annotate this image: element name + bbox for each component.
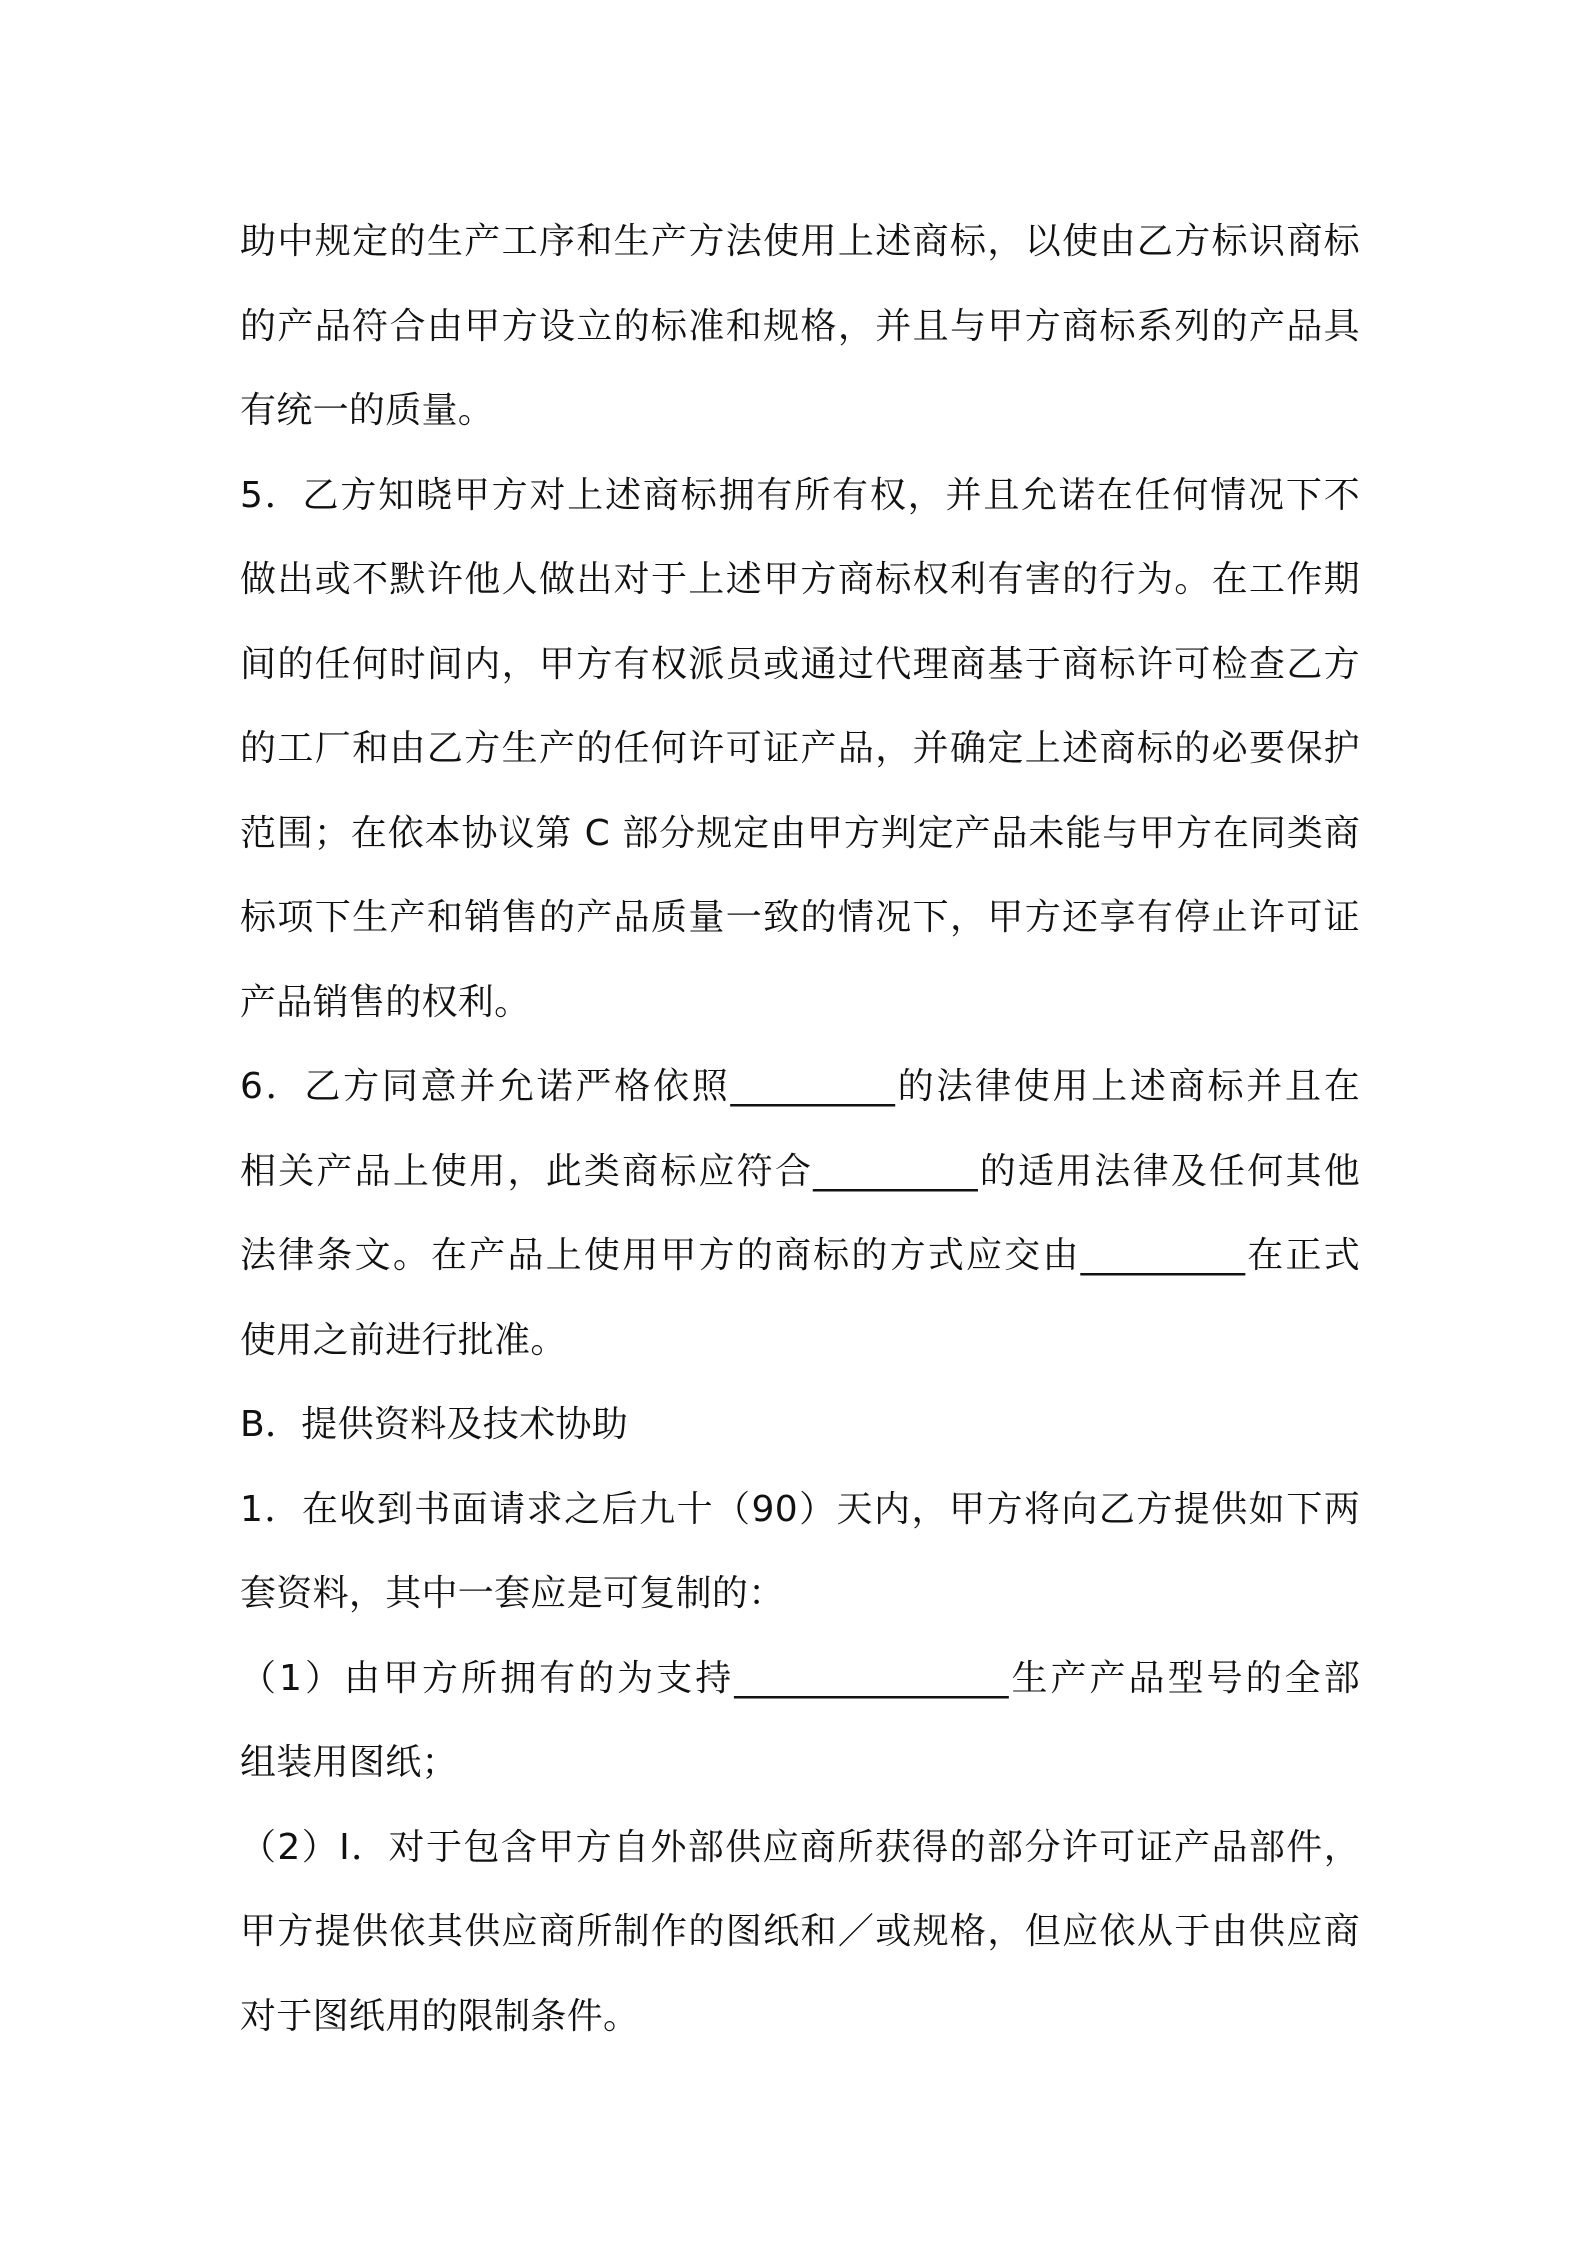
text-line: 间的任何时间内，甲方有权派员或通过代理商基于商标许可检查乙方 [240,643,1360,685]
text-line: 对于图纸用的限制条件。 [240,1995,640,2037]
text-line: 套资料，其中一套应是可复制的： [240,1573,785,1614]
text-line: 范围；在依本协议第 C 部分规定由甲方判定产品未能与甲方在同类商 [240,812,1360,854]
text-line: 助中规定的生产工序和生产方法使用上述商标，以使由乙方标识商标 [240,221,1360,262]
text-line: 产品销售的权利。 [240,981,531,1023]
text-line: 相关产品上使用，此类商标应符合_________的适用法律及任何其他 [240,1150,1360,1192]
document-body [240,200,1360,2059]
text-line: 的产品符合由甲方设立的标准和规格，并且与甲方商标系列的产品具 [240,305,1360,347]
text-line: 使用之前进行批准。 [240,1319,567,1361]
text-line: 组装用图纸； [240,1742,458,1783]
text-line: 5．乙方知晓甲方对上述商标拥有所有权，并且允诺在任何情况下不 [240,474,1360,516]
text-line: 甲方提供依其供应商所制作的图纸和／或规格，但应依从于由供应商 [240,1911,1360,1952]
text-line: （2）Ⅰ．对于包含甲方自外部供应商所获得的部分许可证产品部件， [240,1826,1360,1868]
text-line: （1）由甲方所拥有的为支持_______________生产产品型号的全部 [240,1657,1360,1699]
text-line: 1．在收到书面请求之后九十（90）天内，甲方将向乙方提供如下两 [240,1488,1360,1530]
text-line: 6．乙方同意并允诺严格依照_________的法律使用上述商标并且在 [240,1066,1360,1107]
text-line: 法律条文。在产品上使用甲方的商标的方式应交由_________在正式 [240,1235,1360,1276]
text-line: 有统一的质量。 [240,390,495,431]
text-line: 标项下生产和销售的产品质量一致的情况下，甲方还享有停止许可证 [240,897,1360,938]
text-line: 的工厂和由乙方生产的任何许可证产品，并确定上述商标的必要保护 [240,728,1360,769]
text-line: 做出或不默许他人做出对于上述甲方商标权利有害的行为。在工作期 [240,559,1360,600]
section-heading: B．提供资料及技术协助 [240,1404,628,1445]
